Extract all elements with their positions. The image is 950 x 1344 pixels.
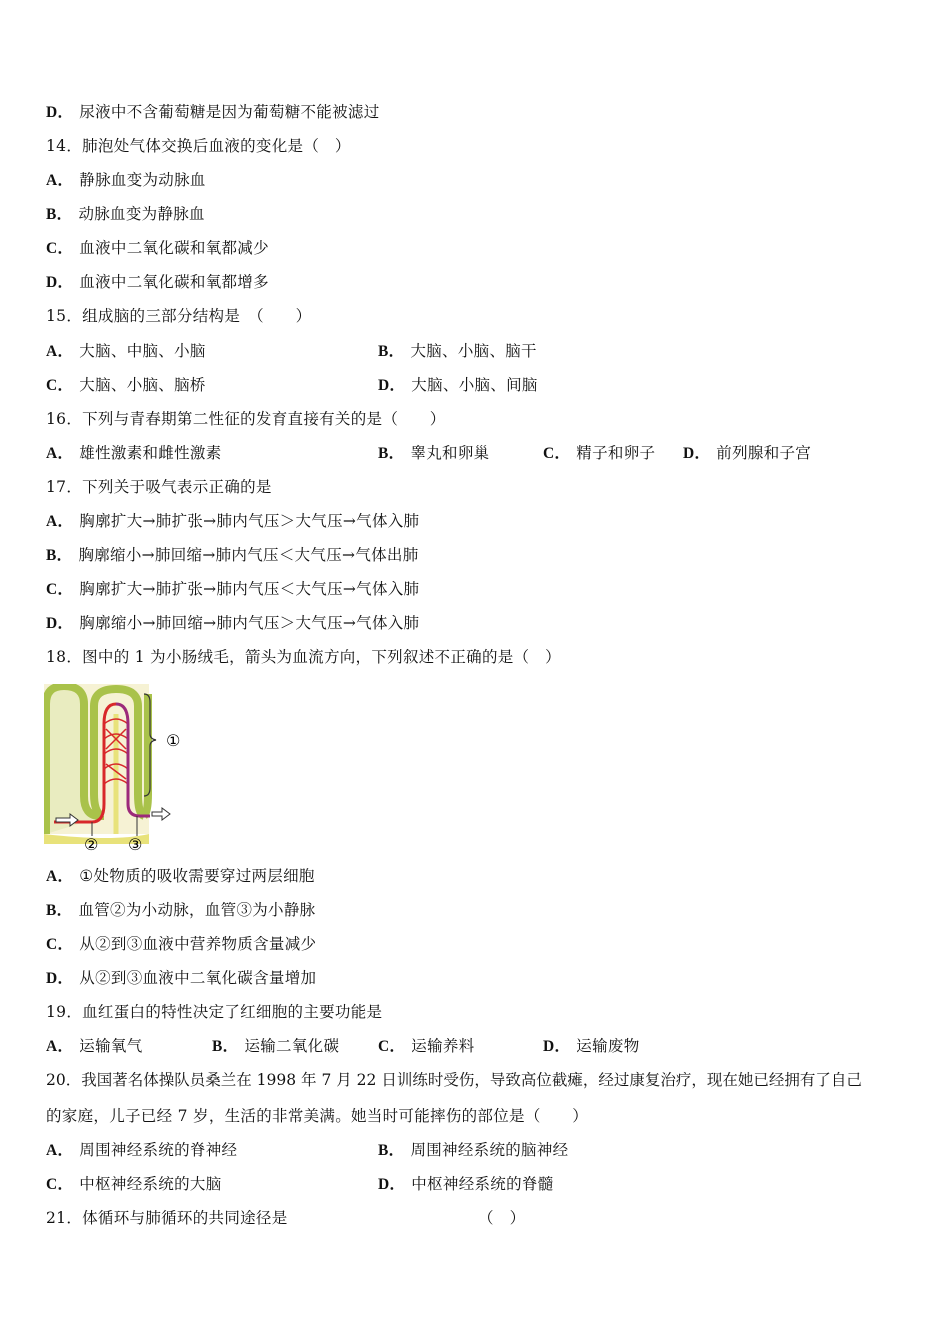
q21-stem: 21．体循环与肺循环的共同途径是 [46, 1209, 288, 1227]
q17-option-a: A． 胸廓扩大→肺扩张→肺内气压＞大气压→气体入肺 [46, 512, 420, 530]
q15-option-b: B． 大脑、小脑、脑干 [378, 342, 537, 360]
q14-option-a: A． 静脉血变为动脉血 [46, 171, 206, 189]
q14-option-b: B． 动脉血变为静脉血 [46, 205, 205, 223]
q16-stem: 16．下列与青春期第二性征的发育直接有关的是（ ） [46, 410, 446, 428]
q20-option-a: A． 周围神经系统的脊神经 [46, 1141, 238, 1159]
q18-option-b: B． 血管②为小动脉，血管③为小静脉 [46, 901, 316, 919]
q20-stem-line1: 20．我国著名体操队员桑兰在 1998 年 7 月 22 日训练时受伤，导致高位截瘫，经过康复治疗，现在她已经拥有了自己 [46, 1071, 862, 1089]
q14-stem: 14．肺泡处气体交换后血液的变化是（ ） [46, 137, 351, 155]
central-villus [94, 689, 144, 816]
q19-option-b: B． 运输二氧化碳 [212, 1037, 340, 1055]
q17-option-b: B． 胸廓缩小→肺回缩→肺内气压＜大气压→气体出肺 [46, 546, 419, 564]
q20-option-d: D． 中枢神经系统的脊髓 [378, 1175, 554, 1193]
q15-stem: 15．组成脑的三部分结构是 （ ） [46, 307, 312, 325]
q17-option-c: C． 胸廓扩大→肺扩张→肺内气压＜大气压→气体入肺 [46, 580, 420, 598]
q18-stem: 18．图中的 1 为小肠绒毛，箭头为血流方向，下列叙述不正确的是（ ） [46, 648, 561, 666]
q19-stem: 19．血红蛋白的特性决定了红细胞的主要功能是 [46, 1003, 383, 1021]
q15-option-c: C． 大脑、小脑、脑桥 [46, 376, 206, 394]
q14-option-d: D． 血液中二氧化碳和氧都增多 [46, 273, 269, 291]
q13-option-d: D． 尿液中不含葡萄糖是因为葡萄糖不能被滤过 [46, 103, 380, 121]
q20-option-b: B． 周围神经系统的脑神经 [378, 1141, 569, 1159]
q18-option-a: A． ①处物质的吸收需要穿过两层细胞 [46, 867, 315, 885]
q19-option-a: A． 运输氧气 [46, 1037, 143, 1055]
q20-stem-line2: 的家庭，儿子已经 7 岁，生活的非常美满。她当时可能摔伤的部位是（ ） [46, 1107, 589, 1125]
q20-option-c: C． 中枢神经系统的大脑 [46, 1175, 222, 1193]
q19-option-c: C． 运输养料 [378, 1037, 475, 1055]
q17-stem: 17．下列关于吸气表示正确的是 [46, 478, 272, 496]
q17-option-d: D． 胸廓缩小→肺回缩→肺内气压＞大气压→气体入肺 [46, 614, 420, 632]
q16-option-a: A． 雄性激素和雌性激素 [46, 444, 222, 462]
q18-option-d: D． 从②到③血液中二氧化碳含量增加 [46, 969, 317, 987]
outflow-arrow-icon [152, 808, 170, 820]
q15-option-d: D． 大脑、小脑、间脑 [378, 376, 538, 394]
q16-option-c: C． 精子和卵子 [543, 444, 656, 462]
label-1: ① [166, 731, 181, 750]
right-villus [144, 694, 148, 816]
q16-option-d: D． 前列腺和子宫 [683, 444, 812, 462]
q19-option-d: D． 运输废物 [543, 1037, 640, 1055]
label-2: ② [84, 835, 99, 854]
q16-option-b: B． 睾丸和卵巢 [378, 444, 490, 462]
q21-paren: （ ） [478, 1209, 526, 1227]
villus-figure [44, 684, 184, 856]
q15-option-a: A． 大脑、中脑、小脑 [46, 342, 206, 360]
q14-option-c: C． 血液中二氧化碳和氧都减少 [46, 239, 269, 257]
q18-option-c: C． 从②到③血液中营养物质含量减少 [46, 935, 317, 953]
label-3: ③ [128, 835, 143, 854]
